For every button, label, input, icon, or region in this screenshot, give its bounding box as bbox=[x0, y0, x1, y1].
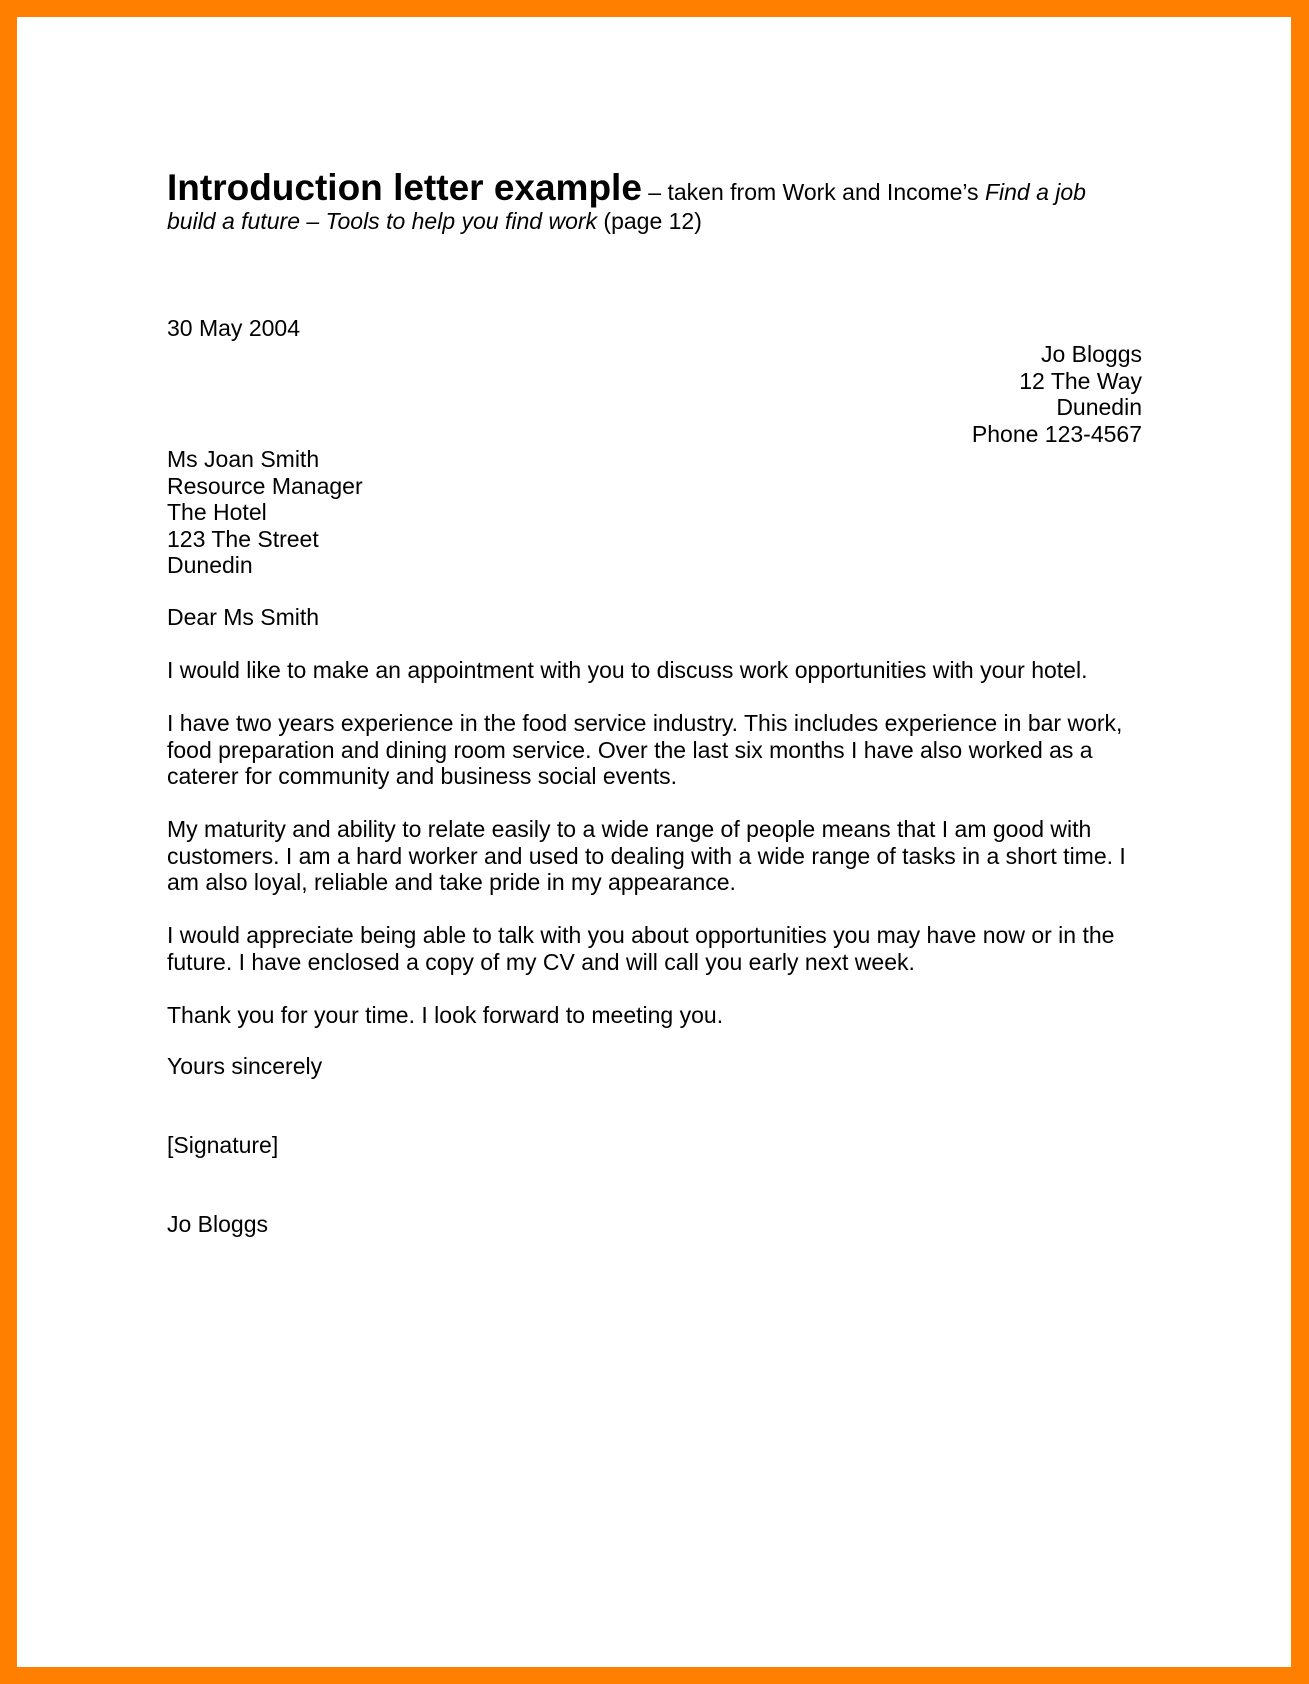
sender-address bbox=[742, 341, 1142, 447]
recipient-street: 123 The Street bbox=[167, 525, 319, 552]
body-paragraph: Thank you for your time. I look forward to meeting you. bbox=[167, 1001, 724, 1028]
signoff-name: Jo Bloggs bbox=[167, 1211, 269, 1237]
recipient-company: The Hotel bbox=[167, 499, 267, 525]
letter-body bbox=[167, 604, 1142, 1055]
document-title: Introduction letter example bbox=[167, 167, 642, 208]
signature-placeholder: [Signature] bbox=[167, 1132, 279, 1158]
recipient-city: Dunedin bbox=[167, 552, 253, 578]
document-header bbox=[167, 166, 1127, 234]
body-paragraph: I have two years experience in the food service industry. This includes experience in bar work, food preparation and dining room service. Over the last six months I have also worked as a caterer for community and business social events. bbox=[167, 710, 1123, 789]
salutation: Dear Ms Smith bbox=[167, 604, 320, 630]
recipient-title: Resource Manager bbox=[167, 472, 363, 499]
closing: Yours sincerely bbox=[167, 1053, 323, 1079]
source-prefix: – taken from Work and Income’s bbox=[641, 179, 985, 205]
page-reference: (page 12) bbox=[597, 208, 702, 234]
body-paragraph: My maturity and ability to relate easily to a wide range of people means that I am good with customers. I am a hard worker and used to dealing with a wide range of tasks in a short time. I am also loyal, reliable and take pride in my appearance. bbox=[167, 816, 1126, 895]
sender-street: 12 The Way bbox=[1019, 367, 1142, 394]
sender-name: Jo Bloggs bbox=[1040, 341, 1142, 367]
body-paragraph: I would like to make an appointment with you to discuss work opportunities with your hotel. bbox=[167, 657, 1088, 683]
sender-phone: Phone 123-4567 bbox=[971, 420, 1142, 447]
letter-date: 30 May 2004 bbox=[167, 315, 300, 341]
recipient-address bbox=[167, 446, 363, 579]
sender-city: Dunedin bbox=[1056, 394, 1142, 420]
book-title-part1: Find a job bbox=[984, 179, 1086, 205]
recipient-name: Ms Joan Smith bbox=[167, 446, 320, 472]
body-paragraph: I would appreciate being able to talk with you about opportunities you may have now or in the future. I have enclosed a copy of my CV and will call you early next week. bbox=[167, 922, 1115, 975]
book-title-part2: build a future – Tools to help you find work bbox=[167, 208, 598, 234]
